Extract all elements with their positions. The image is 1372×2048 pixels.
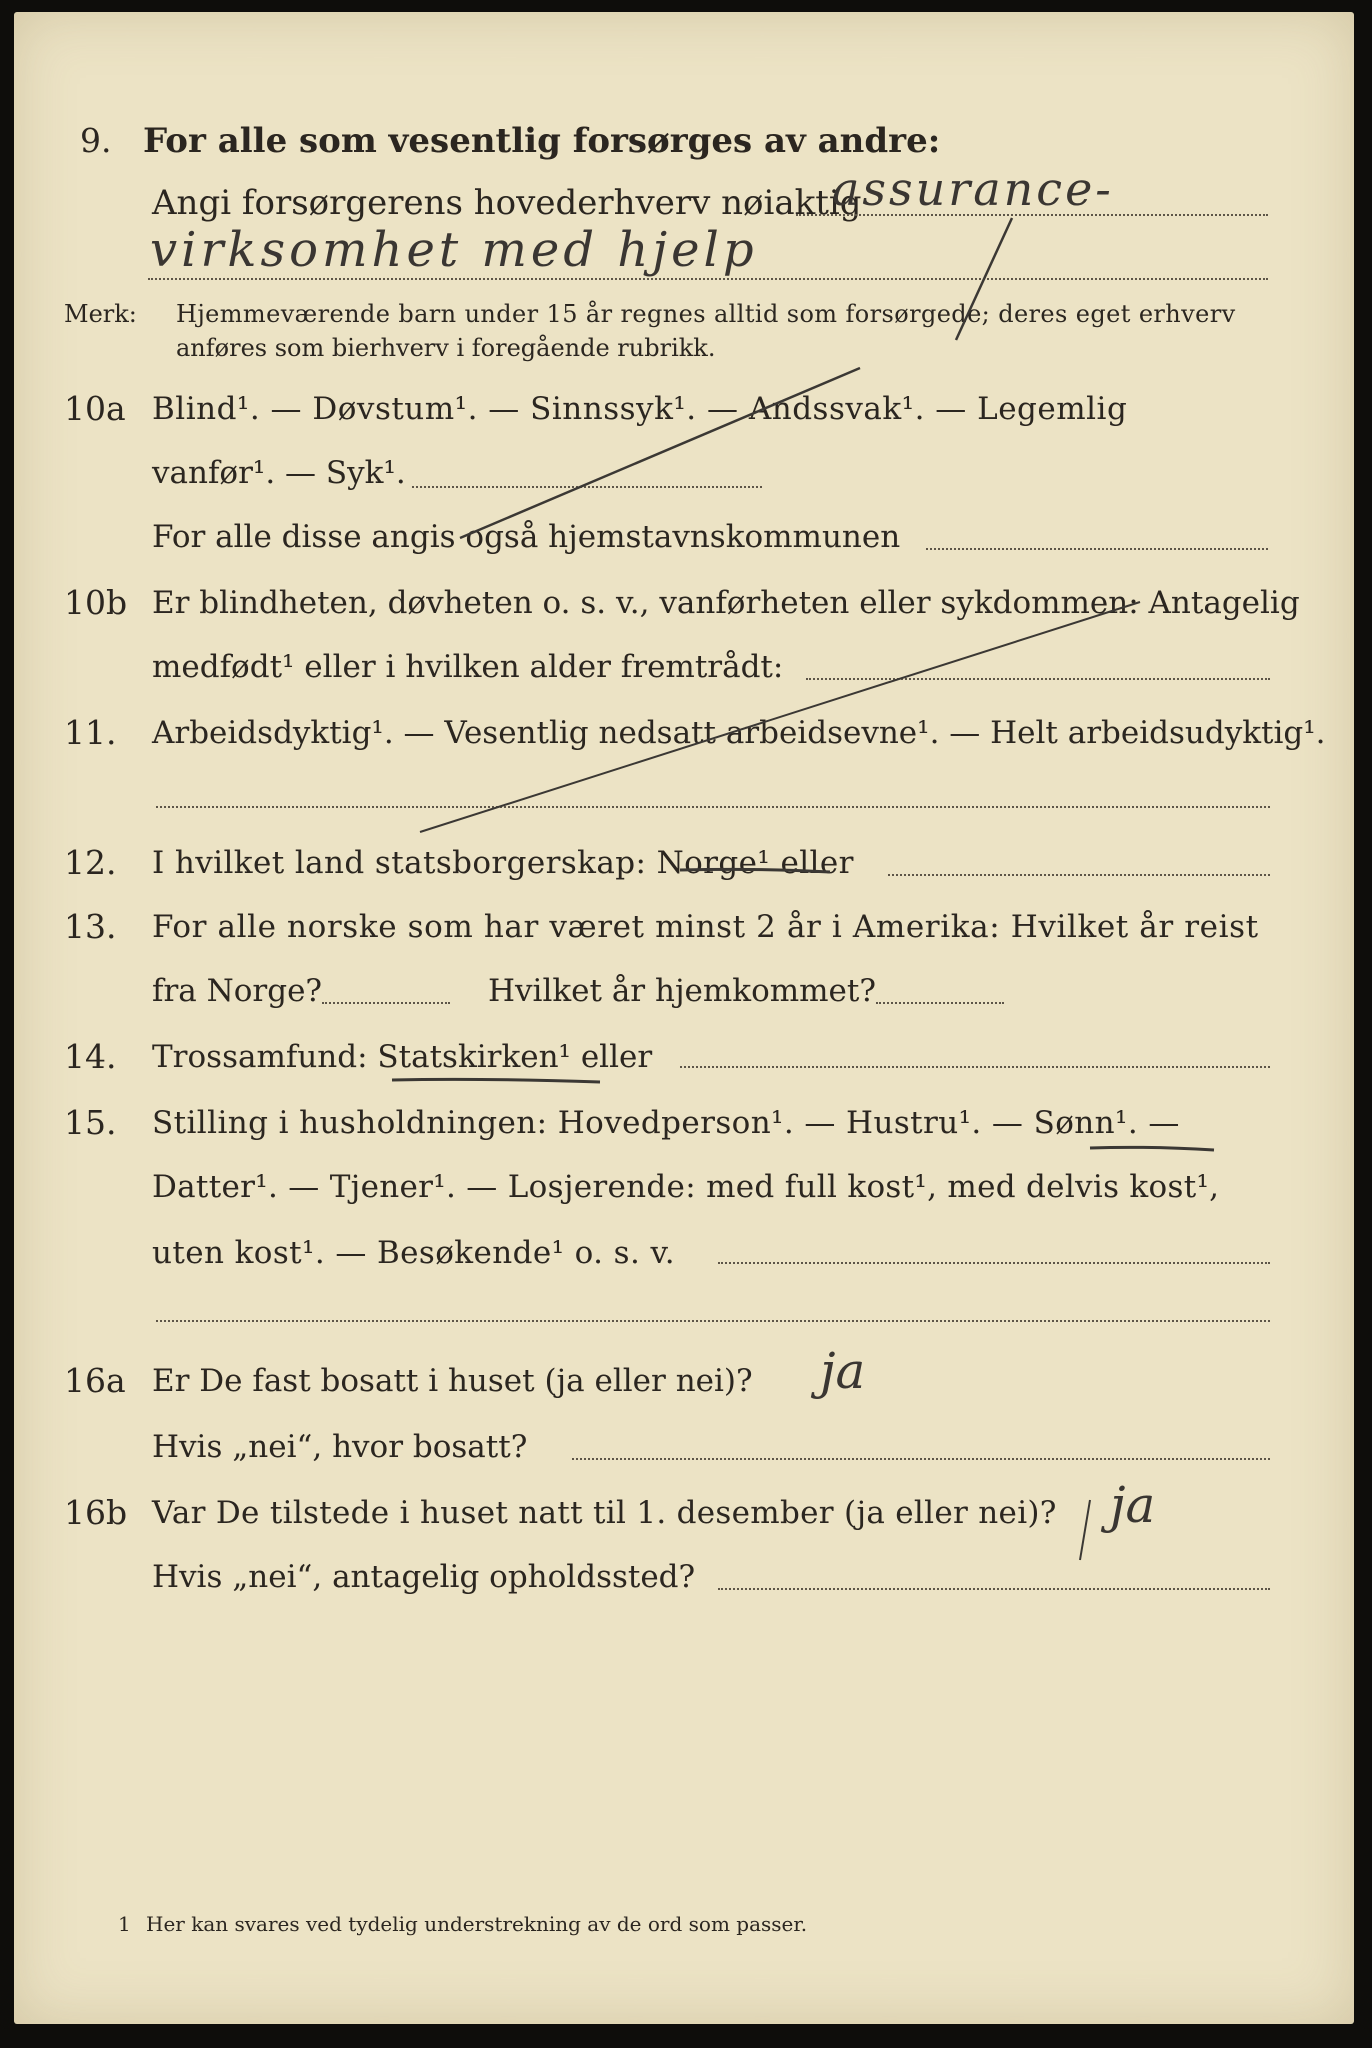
q9-answer-line2	[148, 278, 1268, 280]
note-label: Merk:	[64, 300, 137, 328]
q10a-line3: For alle disse angis også hjemstavnskommunen	[152, 519, 901, 555]
q16a-line2: Hvis „nei“, hvor bosatt?	[152, 1429, 528, 1465]
q14-other-line	[680, 1066, 1270, 1068]
q9-handwritten-answer-1: assurance-	[832, 162, 1114, 216]
q15-line1: Stilling i husholdningen: Hovedperson¹. — Hustru¹. — Sønn¹. —	[152, 1105, 1180, 1141]
q13-number: 13.	[64, 907, 117, 946]
footnote-mark: 1	[118, 1912, 131, 1936]
q13-line2a: fra Norge?	[152, 973, 323, 1009]
q16b-handwritten-answer: ja	[1110, 1476, 1156, 1534]
q15-line3: uten kost¹. — Besøkende¹ o. s. v.	[152, 1235, 675, 1271]
q15-other-line	[718, 1262, 1270, 1264]
q10b-line2: medfødt¹ eller i hvilken alder fremtrådt:	[152, 649, 784, 685]
q9-line1: Angi forsørgerens hovederhverv nøiaktig	[152, 183, 862, 223]
q15-line2: Datter¹. — Tjener¹. — Losjerende: med full kost¹, med delvis kost¹,	[152, 1169, 1220, 1205]
note-line1: Hjemmeværende barn under 15 år regnes alltid som forsørgede; deres eget erhverv	[176, 300, 1236, 328]
q12-number: 12.	[64, 843, 117, 882]
q9-number: 9.	[80, 121, 112, 160]
q13-line2b: Hvilket år hjemkommet?	[488, 973, 876, 1009]
q13-departure-year-line	[322, 1002, 450, 1004]
q13-return-year-line	[876, 1002, 1004, 1004]
q10b-line1: Er blindheten, døvheten o. s. v., vanførheten eller sykdommen: Antagelig	[152, 585, 1300, 621]
q16b-line2: Hvis „nei“, antagelig opholdssted?	[152, 1559, 696, 1595]
note-line2: anføres som bierhverv i foregående rubrikk.	[176, 334, 716, 362]
q10a-line1: Blind¹. — Døvstum¹. — Sinnssyk¹. — Andssvak¹. — Legemlig	[152, 391, 1128, 427]
q9-handwritten-answer-2: virksomhet med hjelp	[150, 222, 758, 278]
q16a-line1: Er De fast bosatt i huset (ja eller nei)?	[152, 1363, 753, 1399]
q10a-kommune-line	[926, 548, 1268, 550]
q16b-number: 16b	[64, 1493, 128, 1532]
q14-line1: Trossamfund: Statskirken¹ eller	[152, 1039, 653, 1075]
q11-answer-line	[156, 806, 1270, 808]
q16a-number: 16a	[64, 1361, 126, 1400]
q9-heading: For alle som vesentlig forsørges av andre:	[143, 121, 941, 161]
q14-number: 14.	[64, 1037, 117, 1076]
q15-extra-line	[156, 1320, 1270, 1322]
q16a-handwritten-answer: ja	[820, 1342, 866, 1400]
q16b-line1: Var De tilstede i huset natt til 1. desember (ja eller nei)?	[152, 1495, 1057, 1531]
q16b-whereabouts-line	[718, 1588, 1270, 1590]
q13-line1: For alle norske som har været minst 2 år i Amerika: Hvilket år reist	[152, 909, 1259, 945]
q11-line1: Arbeidsdyktig¹. — Vesentlig nedsatt arbeidsevne¹. — Helt arbeidsudyktig¹.	[152, 715, 1326, 751]
q15-number: 15.	[64, 1103, 117, 1142]
q10b-age-line	[806, 678, 1270, 680]
q16a-residence-line	[572, 1458, 1270, 1460]
footnote-text: Her kan svares ved tydelig understrekning av de ord som passer.	[146, 1912, 808, 1936]
q10a-syk-line	[412, 486, 762, 488]
q12-line1: I hvilket land statsborgerskap: Norge¹ eller	[152, 845, 854, 881]
q10b-number: 10b	[64, 583, 128, 622]
q11-number: 11.	[64, 713, 117, 752]
q10a-line2: vanfør¹. — Syk¹.	[152, 455, 406, 491]
q12-other-country-line	[888, 874, 1270, 876]
q10a-number: 10a	[64, 389, 126, 428]
